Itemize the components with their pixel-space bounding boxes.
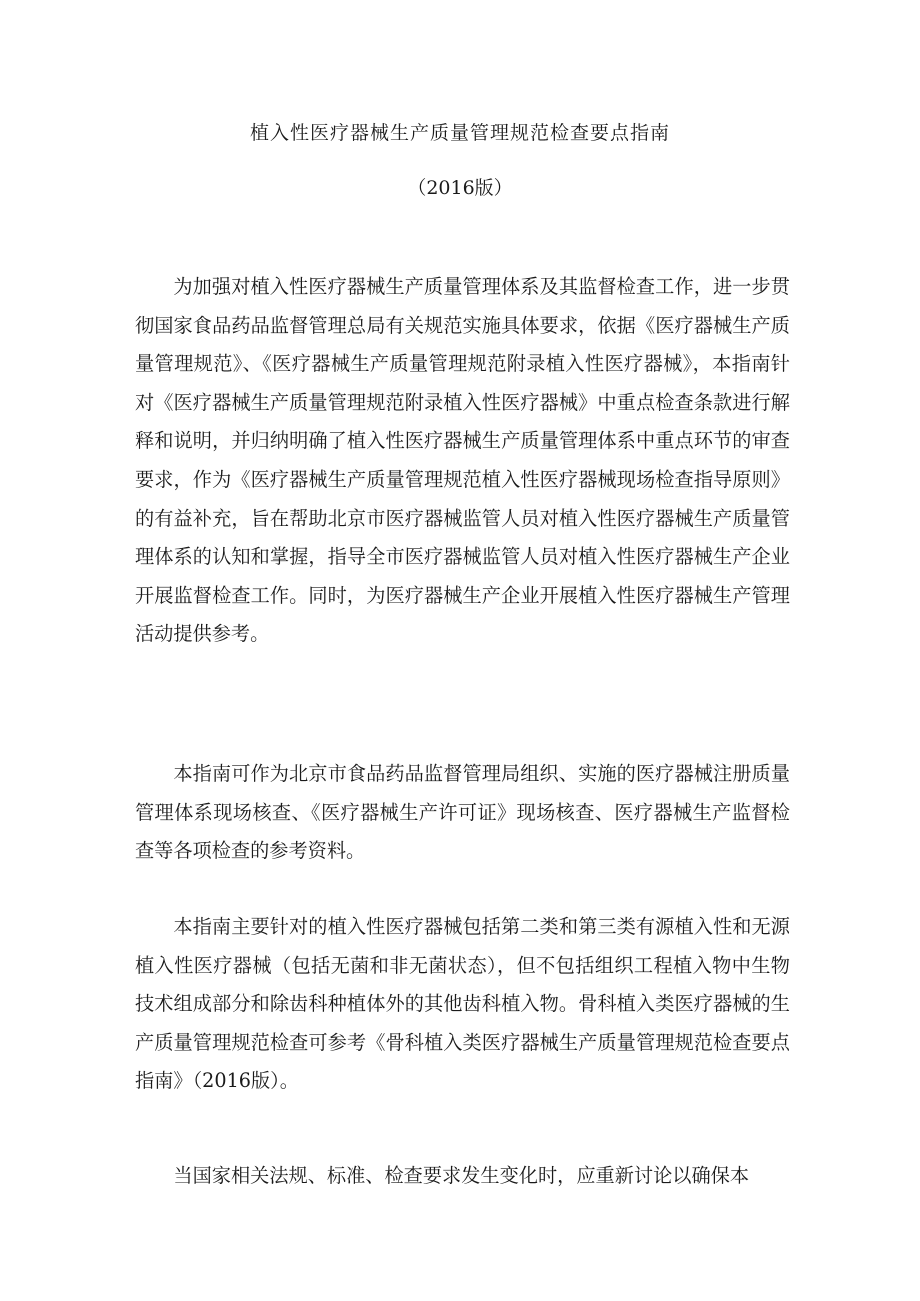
- document-title: 植入性医疗器械生产质量管理规范检查要点指南: [249, 122, 670, 144]
- paragraph-usage: 本指南可作为北京市食品药品监督管理局组织、实施的医疗器械注册质量管理体系现场核查、《医疗器械生产许可证》现场核查、医疗器械生产监督检查等各项检查的参考资料。: [135, 762, 790, 863]
- paragraph-purpose: 为加强对植入性医疗器械生产质量管理体系及其监督检查工作，进一步贯彻国家食品药品监督管理总局有关规范实施具体要求，依据《医疗器械生产质量管理规范》、《医疗器械生产质量管理规范附录植入性医疗器械》，本指南针对《医疗器械生产质量管理规范附录植入性医疗器械》中重点检查条款进行解释和说明，并归纳明确了植入性医疗器械生产质量管理体系中重点环节的审查要求，作为《医疗器械生产质量管理规范植入性医疗器械现场检查指导原则》的有益补充，旨在帮助北京市医疗器械监管人员对植入性医疗器械生产质量管理体系的认知和掌握，指导全市医疗器械监管人员对植入性医疗器械生产企业开展监督检查工作。同时，为医疗器械生产企业开展植入性医疗器械生产管理活动提供参考。: [135, 275, 790, 646]
- paragraph-scope: 本指南主要针对的植入性医疗器械包括第二类和第三类有源植入性和无源植入性医疗器械（包括无菌和非无菌状态），但不包括组织工程植入物中生物技术组成部分和除齿科种植体外的其他齿科植入物。骨科植入类医疗器械的生产质量管理规范检查可参考《骨科植入类医疗器械生产质量管理规范检查要点指南》（2016版）。: [135, 915, 790, 1093]
- paragraph-revision: 当国家相关法规、标准、检查要求发生变化时，应重新讨论以确保本: [173, 1164, 750, 1187]
- document-subtitle: （2016版）: [407, 177, 513, 199]
